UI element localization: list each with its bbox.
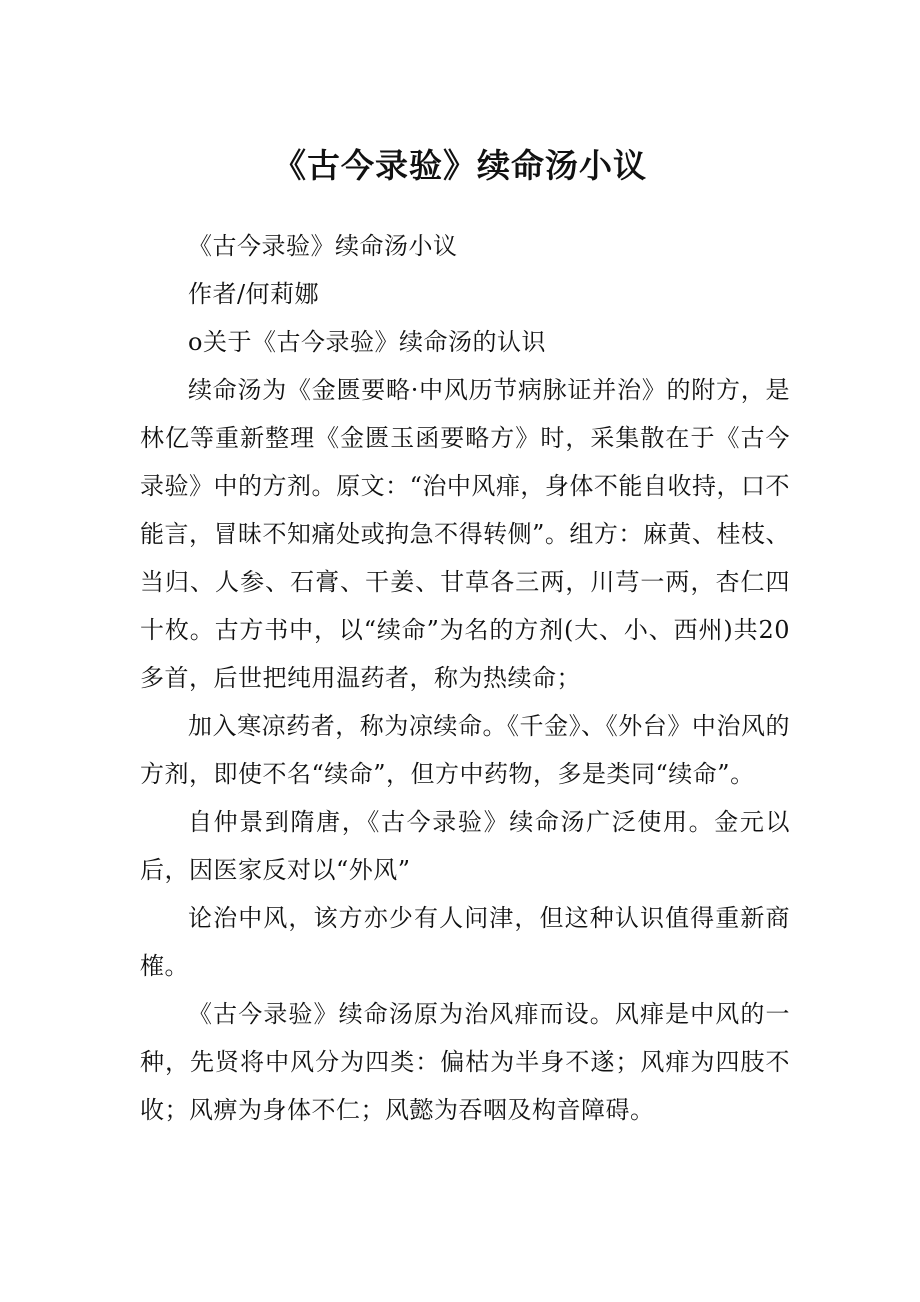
author-line: 作者/何莉娜 xyxy=(188,280,320,308)
body-paragraph: 论治中风，该方亦少有人问津，但这种认识值得重新商榷。 xyxy=(140,904,790,980)
document-title: 《古今录验》续命汤小议 xyxy=(273,146,647,185)
section-heading: o关于《古今录验》续命汤的认识 xyxy=(188,328,546,356)
body-paragraph: 加入寒凉药者，称为凉续命。《千金》、《外台》中治风的方剂，即使不名“续命”，但方中药物，多是类同“续命”。 xyxy=(140,712,790,788)
body-paragraph: 自仲景到隋唐，《古今录验》续命汤广泛使用。金元以后，因医家反对以“外风” xyxy=(140,808,790,884)
body-paragraph: 《古今录验》续命汤原为治风痱而设。风痱是中风的一种，先贤将中风分为四类：偏枯为半身不遂；风痱为四肢不收；风痹为身体不仁；风懿为吞咽及构音障碍。 xyxy=(140,1000,790,1124)
body-paragraph: 续命汤为《金匮要略·中风历节病脉证并治》的附方，是林亿等重新整理《金匮玉函要略方》时，采集散在于《古今录验》中的方剂。原文：“治中风痱，身体不能自收持，口不能言，冒昧不知痛处或拘急不得转侧”。组方：麻黄、桂枝、当归、人参、石膏、干姜、甘草各三两，川芎一两，杏仁四十枚。古方书中，以“续命”为名的方剂(大、小、西州)共20多首，后世把纯用温药者，称为热续命； xyxy=(140,376,790,692)
document-body xyxy=(140,222,790,1134)
subtitle-paragraph: 《古今录验》续命汤小议 xyxy=(188,232,458,260)
